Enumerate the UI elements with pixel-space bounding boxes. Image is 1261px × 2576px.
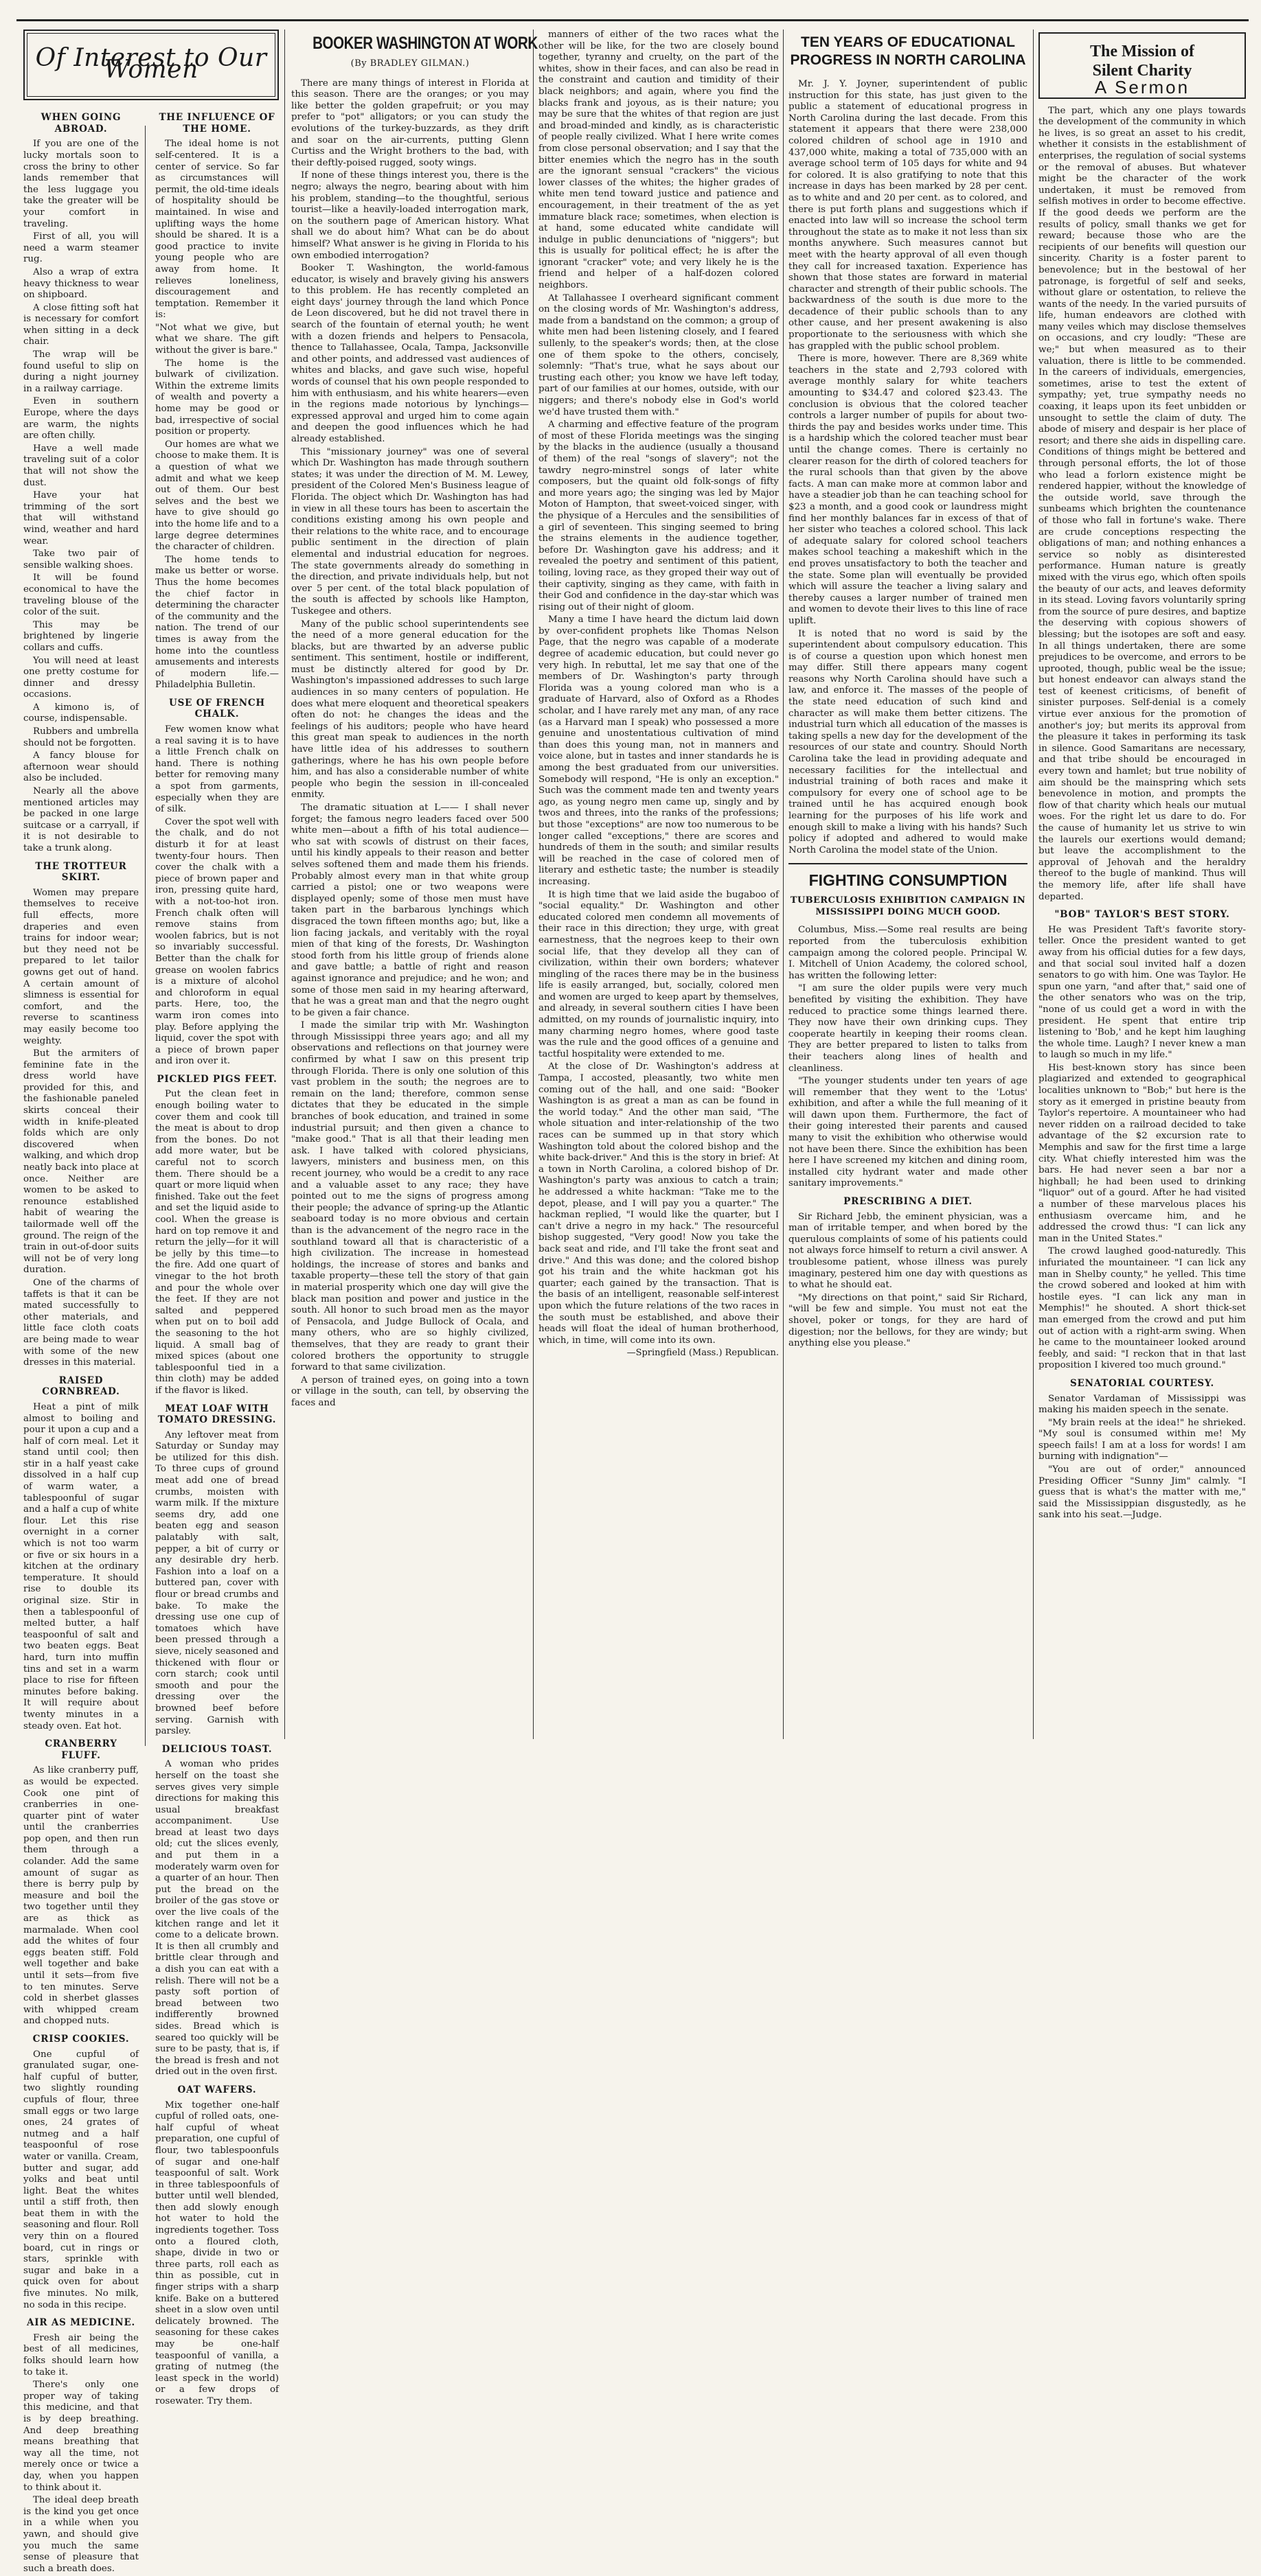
mission-header-box (1038, 32, 1246, 99)
section-title: DELICIOUS TOAST. (161, 1743, 273, 1755)
paragraph: Have a well made traveling suit of a color that will not show the dust. (23, 443, 139, 488)
paragraph: If you are one of the lucky mortals soon to cross the briny to other lands remember that the less luggage you take the greater will be your comfort in traveling. (23, 139, 139, 229)
column-booker-continued (538, 30, 779, 1739)
paragraph: Mix together one-half cupful of rolled oats, one-half cupful of wheat preparation, one cupful of flour, two tablespoonfuls of sugar and one-half teaspoonful of salt. Work in three tablespoonfuls of butter until well blended, then add slowly enough hot water to hold the ingredients together. Toss onto a floured cloth, shape, divide in two or three parts, roll each as thin as possible, cut in finger strips with a sharp knife. Bake on a buttered sheet in a slow oven until delicately browned. The seasoning for these cakes may be one-half teaspoonful of vanilla, a grating of nutmeg (the least speck in the world) or a few drops of rosewater. Try them. (155, 2100, 279, 2406)
section-title: CRANBERRY FLUFF. (45, 1738, 117, 1761)
paragraph: Sir Richard Jebb, the eminent physician, was a man of irritable temper, and when bored by the querulous complaints of some of his patients could not always force himself to return a civil answer. A troublesome patient, whose illness was purely imaginary, pestered him one day with questions as to what he should eat. (788, 1211, 1027, 1291)
section-title: RAISED CORNBREAD. (42, 1375, 120, 1398)
section-title: THE INFLUENCE OF THE HOME. (159, 112, 275, 135)
paragraph: This may be brightened by lingerie collars and cuffs. (23, 619, 139, 653)
article-title: TEN YEARS OF EDUCATIONAL PROGRESS IN NORTH CAROLINA (790, 34, 1026, 68)
section-title: PRESCRIBING A DIET. (843, 1196, 973, 1208)
paragraph: Booker T. Washington, the world-famous educator, is wisely and bravely giving his answers to this problem. He has recently completed an eight days' journey through the land which Ponce de Leon discovered, but he did not travel there in search of the fountain of eternal youth; he went with a dozen friends and helpers to Pensacola, thence to Tallahassee, Ocala, Tampa, Jacksonville and other points, and addressed vast audiences of whites and blacks, and gave such wise, hopeful words of counsel that his own people responded to him with enthusiasm, and his white hearers—even in the regions made notorious by lynchings—expressed approval and urged him to come again and deepen the good influences which he had already established. (291, 263, 529, 444)
paragraph: Our homes are what we choose to make them. It is a question of what we admit and what we keep out of them. Our best selves and the best we have to give should go into the home life and to a large degree determines the character of children. (155, 439, 279, 553)
paragraph: It is noted that no word is said by the superintendent about compulsory education. This is of course a question upon which honest men may differ. Still there appears many cogent reasons why North Carolina should have such a law, and enforce it. The masses of the people of the state need education of such kind and character as will make them better citizens. The industrial turn which all education of the masses is taking spells a new day for the development of the resources of our state and country. Should North Carolina take the lead in providing adequate and necessary facilities for the intellectual and industrial training of both races and make it compulsory for every one of school age to be trained until he has acquired enough book learning for the purposes of his life work and enough skill to make a living with his hands? Such policy if adopted and adhered to would make North Carolina the model state of the Union. (788, 628, 1027, 855)
section-title: PICKLED PIGS FEET. (157, 1073, 277, 1085)
paragraph: This "missionary journey" was one of several which Dr. Washington has made through southern states; it was under the direction of M. M. Lewey, president of the Colored Men's Business league of Florida. The object which Dr. Washington has had in view in all these tours has been to ascertain the conditions existing among his own people and their relations to the white race, and to encourage public sentiment in the direction of plain elemental and industrial education for negroes. The state governments already do something in the direction, and private individuals help, but not over 5 per cent. of the total black population of the south is affected by schools like Hampton, Tuskegee and others. (291, 446, 529, 617)
paragraph: A charming and effective feature of the program of most of these Florida meetings was the singing by the blacks in the audience (usually a thousand of them) of the real "songs of slavery"; not the tawdry negro-minstrel songs of later white composers, but the quaint old folk-songs of fifty and more years ago; the singing was led by Major Moton of Hampton, that sweet-voiced singer, with the physique of a Hercules and the sensibilities of a girl of seventeen. This singing seemed to bring the strains elements in the audience together, before Dr. Washington gave his address; and it revealed the poetry and sentiment of this patient, toiling, loving race, as they groped their way out of their captivity, singing as they came, with faith in their God and confidence in the day-star which was rising out of their night of gloom. (538, 419, 779, 612)
paragraph: There's only one proper way of taking this medicine, and that is by deep breathing. And deep breathing means breathing that way all the time, not merely once or twice a day, when you happen to think about it. (23, 2380, 139, 2493)
paragraph: At Tallahassee I overheard significant comment on the closing words of Mr. Washington's address, made from a bandstand on the common; a group of white men had been listening closely, and I feared sullenly, to the speaker's words; then, at the close one of them spoke to the others, concisely, solemnly: "That's true, what he says about our trusting each other; you know we have left today, part of our families at our homes, outside, with our niggers; and there's nobody else in God's world we'd have trusted them with." (538, 292, 779, 417)
article-subtitle: TUBERCULOSIS EXHIBITION CAMPAIGN IN MISSISSIPPI DOING MUCH GOOD. (790, 895, 1026, 918)
section-title: MEAT LOAF WITH TOMATO DRESSING. (157, 1403, 277, 1426)
mission-subtitle: A Sermon (1094, 77, 1190, 97)
section-title: OAT WAFERS. (177, 2084, 257, 2095)
column-rule (1033, 30, 1034, 1739)
inner-column-rule (145, 126, 146, 1746)
women-subcol-right (155, 106, 279, 2576)
paragraph: If none of these things interest you, there is the negro; always the negro, bearing about with him his problem, standing—to the thoughtful, serious tourist—like a heavily-loaded interrogation mark, on the southern page of American history. What shall we do about him? What can be do about himself? What answer is he giving in Florida to his own embodied interrogation? (291, 170, 529, 261)
section-title: USE OF FRENCH CHALK. (169, 697, 265, 720)
paragraph: A kimono is, of course, indispensable. (23, 702, 139, 724)
paragraph: It will be found economical to have the traveling blouse of the color of the suit. (23, 573, 139, 618)
paragraph: Put the clean feet in enough boiling water to cover them and cook till the meat is about to drop from the bones. Do not add more water, but be careful not to scorch them. There should be a quart or more liquid when finished. Take out the feet and set the liquid aside to cool. When the grease is hard on top remove it and return the jelly—for it will be jelly by this time—to the fire. Add one quart of vinegar to the hot broth and pour the whole over the feet. If they are not salted and peppered when put on to boil add the seasoning to the hot liquid. A small bag of mixed spices (about one tablespoonful tied in a thin cloth) may be added if the flavor is liked. (155, 1089, 279, 1396)
column-north-carolina (788, 30, 1027, 1739)
newspaper-page (16, 19, 1249, 2574)
women-header-title: Of Interest to Our Women (27, 33, 275, 97)
women-subcol-left (23, 106, 139, 2576)
paragraph: Rubbers and umbrella should not be forgotten. (23, 726, 139, 748)
column-rule (284, 30, 285, 1739)
paragraph: Any leftover meat from Saturday or Sunday may be utilized for this dish. To three cups of ground meat add one of bread crumbs, moisten with warm milk. If the mixture seems dry, add one beaten egg and season palatably with salt, pepper, a bit of curry or any desirable dry herb. Fashion into a loaf on a buttered pan, cover with flour or bread crumbs and bake. To make the dressing use one cup of tomatoes which have been pressed through a sieve, nicely seasoned and thickened with flour or corn starch; cook until smooth and pour the dressing over the browned beef before serving. Garnish with parsley. (155, 1429, 279, 1737)
paragraph: But the armiters of feminine fate in the dress world have provided for this, and the fashionable paneled skirts conceal their width in knife-pleated folds which are only discovered when walking, and which drop neatly back into place at once. Neither are women to be asked to renounce established habit of wearing the tailormade well off the ground. The reign of the train in out-of-door suits will not be of very long duration. (23, 1048, 139, 1276)
paragraph: "My directions on that point," said Sir Richard, "will be few and simple. You must not eat the shovel, poker or tongs, for they are hard of digestion; nor the bellows, for they are windy; but anything else you please." (788, 1292, 1027, 1349)
section-title: SENATORIAL COURTESY. (1069, 1377, 1215, 1389)
paragraph: Heat a pint of milk almost to boiling and pour it upon a cup and a half of corn meal. Let it stand until cool; then stir in a half yeast cake dissolved in a half cup of warm water, a tablespoonful of sugar and a half a cup of white flour. Let this rise overnight in a corner which is not too warm or five or six hours in a kitchen at the ordinary temperature. It should rise to double its original size. Stir in then a tablespoonful of melted butter, a half teaspoonful of salt and two beaten eggs. Beat hard, turn into muffin tins and set in a warm place to rise for fifteen minutes before baking. It will require about twenty minutes in a steady oven. Eat hot. (23, 1401, 139, 1732)
paragraph: Many of the public school superintendents see the need of a more general education for the blacks, but are thwarted by an adverse public sentiment. This sentiment, hostile or indifferent, must be distinctly altered for good by Dr. Washington's impassioned addresses to such large audiences in so many centers of population. He does what mere eloquent and theoretical speakers often do not: he changes the ideas and the feelings of his auditors; people who have heard this great man speak to audiences in the north have little idea of his addresses to southern gatherings, where he has his own people before him, and has also a considerable number of white people who begin the session in ill-concealed enmity. (291, 619, 529, 801)
paragraph: The wrap will be found useful to slip on during a night journey in a railway carriage. (23, 349, 139, 394)
paragraph: He was President Taft's favorite story-teller. Once the president wanted to get away from his official duties for a few days, and that social soul invited half a dozen senators to go with him. One was Taylor. He spun one yarn, "and after that," said one of the other senators who was on the trip, "none of us could get a word in with the president. He spent that entire trip listening to 'Bob,' and he kept him laughing the whole time. Laugh? I never knew a man to laugh so much in my life." (1038, 924, 1246, 1061)
paragraph: First of all, you will need a warm steamer rug. (23, 231, 139, 265)
paragraph: Cover the spot well with the chalk, and do not disturb it for at least twenty-four hours. Then cover the chalk with a piece of brown paper and iron, pressing quite hard, with a not-too-hot iron. French chalk often will remove stains from woolen fabrics, but is not so invariably successful. Better than the chalk for grease on woolen fabrics is a mixture of alcohol and chloroform in equal parts. Here, too, the warm iron comes into play. Before applying the liquid, cover the spot with a piece of brown paper and iron over it. (155, 816, 279, 1067)
column-booker-washington (291, 30, 538, 1739)
paragraph: Few women know what a real saving it is to have a little French chalk on hand. There is nothing better for removing many a spot from garments, especially when they are of silk. (155, 724, 279, 815)
paragraph: The dramatic situation at L—— I shall never forget; the famous negro leaders faced over 500 white men—about a fifth of his total audience—who sat with scowls of distrust on their faces, until his kindly appeals to their reason and better selves softened them and made them his friends. Probably almost every man in that white group carried a pistol; one or two weapons were displayed openly; some of those men must have taken part in the barbarous lynchings which disgraced the town fifteen months ago; but, like a lion facing jackals, and veritably with the royal mien of that king of the forests, Dr. Washington stood forth from his little group of friends alone and gave battle; a battle of right and reason against ignorance and prejudice; and he won; and some of those men said in my hearing afterward, that he was a great man and that the negro ought to be given a fair chance. (291, 803, 529, 1018)
paragraph: Nearly all the above mentioned articles may be packed in one large suitcase or a carryall, if it is not desirable to take a trunk along. (23, 786, 139, 853)
column-rule (783, 30, 784, 1739)
paragraph: It is high time that we laid aside the bugaboo of "social equality." Dr. Washington and other educated colored men condemn all movements of their race in this direction; they urge, with great earnestness, that the negroes keep to their own social life, that they develop all they can of civilization, within their own borders; whatever mingling of the races there may be in the business life is easily arranged, but, socially, colored men and women are urged to keep apart by themselves, and already, in several southern cities I have been admitted, on my rounds of journalistic inquiry, into many charming negro homes, where good taste was the rule and the good offices of a genuine and tactful hospitality were extended to me. (538, 889, 779, 1059)
article-credit: —Springfield (Mass.) Republican. (626, 1348, 779, 1359)
paragraph: Also a wrap of extra heavy thickness to wear on shipboard. (23, 266, 139, 301)
byline: (By BRADLEY GILMAN.) (350, 58, 470, 69)
paragraph: The part, which any one plays towards the development of the community in which he lives, is so great an asset to his credit, whether it consists in the establishment of enterprises, the regulation of social systems or the removal of abuses. But whatever might be the character of the work undertaken, it must be removed from selfish motives in order to become effective. If the good deeds we perform are the results of policy, small thanks we get for reward; because those who are the recipients of our benefits will question our sincerity. Charity is a foster parent to benevolence; but in the bestowal of her patronage, is forgetful of self and seeks, without glare or ostentation, to relieve the wants of the needy. In the varied pursuits of life, human endeavors are clothed with many veiles which may disclose themselves on occasions, and cry loudly: "These are we;" but when measured as to their valuation, there is little to be commended. In the careers of individuals, emergencies, sometimes, arise to test the extent of sympathy; yet, true sympathy needs no coaxing, it leaps upon its feet unbidden or unsought to settle the claim of duty. The abode of misery and despair is her place of resort; and there she aids in dispelling care. Conditions of things might be bettered and through personal efforts, the lot of those who lead a forlorn existence might be rendered happier, without the knowledge of the outside world, save through the sunbeams which brighten the countenance of those who fall in fortune's wake. There are crude conceptions respecting the obligations of man; and nothing enhances a service so nobly as disinterested performance. Human nature is greatly mixed with the virus ego, which often spoils the beauty of our acts, and leaves deformity in its stead. Loving favors voluntarily spring from the source of pure desires, and baptize the deserving with copious showers of blessing; but the isotopes are soft and easy. In all things undertaken, there are some prejudices to be overcome, and errors to be uprooted, though, public weal be the issue; but honest endeavor can always stand the test of keenest criticisms, of benefit of sinister purposes. Self-denial is a comely virtue ever anxious for the promotion of another's joy; but merits its approval from the pleasure it takes in performing its task in silence. Good Samaritans are necessary, and that tribe should be encouraged in every town and hamlet; but true nobility of aim should be the mainspring which sets benevolence in motion, and prompts the flow of that charity which heals our mutual woes. For the right let us dare to do. For the cause of humanity let us strive to win the laurels our exertions would demand; but leave the accomplishment to the approval of Jehovah and the heraldry thereof to the bugle of mankind. Thus will the memory life, after life shall have departed. (1038, 105, 1246, 902)
women-header-box (23, 30, 279, 100)
paragraph: Columbus, Miss.—Some real results are being reported from the tuberculosis exhibition campaign among the colored people. Principal W. I. Mitchell of Union Academy, the colored school, has written the following letter: (788, 925, 1027, 981)
paragraph: The home is the bulwark of civilization. Within the extreme limits of wealth and poverty a home may be good or bad, irrespective of social position or property. (155, 358, 279, 437)
paragraph: "My brain reels at the idea!" he shrieked. "My soul is consumed within me! My speech fails! I am at a loss for words! I am burning with indignation"— (1038, 1417, 1246, 1462)
paragraph: The crowd laughed good-naturedly. This infuriated the mountaineer. "I can lick any man in Shelby county," he yelled. This time the crowd sobered and looked at him with hostile eyes. "I can lick any man in Memphis!" he shouted. A short thick-set man emerged from the crowd and put him out of action with a right-arm swing. When he came to the mountaineer looked around feebly, and said: "I reckon that in that last proposition I kivered too much ground." (1038, 1246, 1246, 1371)
paragraph: Even in southern Europe, where the days are warm, the nights are often chilly. (23, 396, 139, 441)
paragraph: A close fitting soft hat is necessary for comfort when sitting in a deck chair. (23, 302, 139, 347)
paragraph: One of the charms of taffets is that it can be mated successfully to other materials, and little face cloth coats are being made to wear with some of the new dresses in this material. (23, 1277, 139, 1368)
paragraph: The home tends to make us better or worse. Thus the home becomes the chief factor in determining the character of the community and the nation. The trend of our times is away from the home into the countless amusements and interests of modern life.—Philadelphia Bulletin. (155, 554, 279, 691)
divider (788, 863, 1027, 864)
paragraph: "You are out of order," announced Presiding Officer "Sunny Jim" calmly. "I guess that is what's the matter with me," said the Mississippian disgustedly, as he sank into his seat.—Judge. (1038, 1464, 1246, 1521)
section-title: THE TROTTEUR SKIRT. (35, 860, 127, 884)
paragraph: "The younger students under ten years of age will remember that they went to the 'Lotus' exhibition, and after a while the full meaning of it will dawn upon them. Furthermore, the fact of their going interested their parents and caused many to visit the exhibition who otherwise would not have been there. Since the exhibition has been here I have screened my kitchen and dining room, installed city hydrant water and made other sanitary improvements." (788, 1076, 1027, 1189)
column-rule (533, 30, 534, 1739)
mission-title-line1: The Mission of (1089, 43, 1194, 60)
column-silent-charity (1038, 30, 1246, 1739)
section-title: CRISP COOKIES. (32, 2033, 130, 2045)
section-title: "BOB" TAYLOR'S BEST STORY. (1054, 909, 1230, 921)
paragraph: There are many things of interest in Florida at this season. There are the oranges; or you may like better the golden grapefruit; or you may prefer to "pot" alligators; or you can study the evolutions of the turkey-buzzards, as they drift and soar on the air-currents, putting Glenn Curtiss and the Wright brothers to the bad, with their deftly-poised rugged, sooty wings. (291, 78, 529, 168)
paragraph: "I am sure the older pupils were very much benefited by visiting the exhibition. They have reduced to practice some things learned there. They now have their own drinking cups. They cooperate heartily in keeping their rooms clean. They are better prepared to listen to talks from their teachers along lines of health and cleanliness. (788, 983, 1027, 1074)
mission-title-line2: Silent Charity (1092, 62, 1192, 80)
section-title: AIR AS MEDICINE. (26, 2317, 136, 2329)
paragraph: A person of trained eyes, on going into a town or village in the south, can tell, by observing the faces and (291, 1375, 529, 1408)
paragraph: You will need at least one pretty costume for dinner and dressy occasions. (23, 655, 139, 700)
paragraph: Have your hat trimming of the sort that will withstand wind, weather and hard wear. (23, 490, 139, 547)
paragraph: I made the similar trip with Mr. Washington through Mississippi three years ago; and all my observations and reflections on that journey were confirmed by what I saw on this present trip through Florida. There is only one solution of this vast problem in the south; the negroes are to remain on the land; therefore, common sense dictates that they be educated in the simple branches of book education, and trained in some industrial pursuit; and then given a chance to "make good." That is all that their leading men ask. I have talked with colored physicians, lawyers, ministers and business men, on this recent journey, who would be a credit to any race and a valuable asset to any race; they have pointed out to me the signs of progress among their people; the advance of spring-up the Atlantic seaboard today is no more obvious and certain than is the advancement of the negro race in the southland toward all that is characteristic of a high civilization. The increase in homestead holdings, the increase of stores and banks and taxable property—these tell the story of that gain in material prosperity which one day will give the black man position and power and justice in the south. All honor to such broad men as the mayor of Pensacola, and Judge Bullock of Ocala, and many others, who are so highly civilized, themselves, that they are ready to grant their colored brothers the opportunity to struggle forward to that same civilization. (291, 1020, 529, 1373)
paragraph: manners of either of the two races what the other will be like, for the two are closely bound together, tyranny and cruelty, on the part of the whites, show in their faces, and can also be read in the constraint and caution and timidity of their black neighbors; and again, where you find the blacks frank and joyous, as is their nature; you may be sure that the whites of that region are just and broad-minded and kindly, as is characteristic of people really civilized. What I here write comes from close personal observation; and I say that the bitter enemies which the negro has in the south are the ignorant sensual "crackers" the vicious lower classes of the whites; the higher grades of white men tend toward justice and patience and encouragement, in their treatment of the as yet immature black race; sometimes, when election is at hand, some educated white candidate will indulge in public denunciations of "niggers"; but this is usually for political effect; he is after the ignorant "cracker" vote; and very likely he is the friend and helper of a half-dozen colored neighbors. (538, 30, 779, 291)
paragraph: At the close of Dr. Washington's address at Tampa, I accosted, pleasantly, two white men coming out of the hall, and one said: "Booker Washington is as great a man as can be found in the world today." And the other man said, "The whole situation and inter-relationship of the two races can be summed up in that story which Washington told about the colored bishop and the white back-driver." And this is the story in brief: At a town in North Carolina, a colored bishop of Dr. Washington's party was anxious to catch a train; he addressed a white hackman: "Take me to the depot, please, and I will pay you a quarter." The hackman replied, "I would like the quarter, but I can't drive a negro in my hack." The resourceful bishop suggested, "Very good! Now you take the back seat and ride, and I'll take the front seat and drive." And this was done; and the colored bishop got his train and the white hackman got his quarter; each gained by the transaction. That is the basis of an intelligent, reasonable self-interest upon which the future relations of the two races in the south must be established, and above their heads will float the ideal of human brotherhood, which, in time, will come into its own. (538, 1061, 779, 1346)
column-women (23, 30, 279, 2574)
article-title: FIGHTING CONSUMPTION (808, 871, 1008, 890)
section-title: WHEN GOING ABROAD. (41, 112, 122, 135)
paragraph: A woman who prides herself on the toast she serves gives very simple directions for making this usual breakfast accompaniment. Use bread at least two days old; cut the slices evenly, and put them in a moderately warm oven for a quarter of an hour. Then put the bread on the broiler of the gas stove or over the live coals of the kitchen range and let it come to a delicate brown. It is then all crumbly and brittle clear through and a dish you can eat with a relish. There will not be a pasty soft portion of bread between two indifferently browned sides. Bread which is seared too quickly will be sure to be pasty, that is, if the bread is fresh and not dried out in the oven first. (155, 1759, 279, 2078)
paragraph: The ideal deep breath is the kind you get once in a while when you yawn, and should give you much the same sense of pleasure that such a breath does. (23, 2495, 139, 2574)
paragraph: Fresh air being the best of all medicines, folks should learn how to take it. (23, 2332, 139, 2378)
paragraph: Many a time I have heard the dictum laid down by over-confident prophets like Thomas Nelson Page, that the negro was capable of a moderate degree of academic education, but could never go very high. In rebuttal, let me say that one of the members of Dr. Washington's party through Florida was a young colored man who is a graduate of Harvard, also of Oxford as a Rhodes scholar, and I have rarely met any man, of any race (as a Harvard man I speak) who possessed a more genuine and unostentatious cultivation of mind than does this young man, not in manners and voice alone, but in tastes and inner standards he is among the best graduated from our universities. Somebody will respond, "He is only an exception." Such was the comment made ten and twenty years ago, as young negro men came up, singly and by twos and threes, into the ranks of the professions; but those "exceptions" are now too numerous to be longer called "exceptions," there are scores and hundreds of them in the south; and similar results will be reached in the case of colored men of literary and esthetic taste; the number is steadily increasing. (538, 614, 779, 887)
paragraph: Senator Vardaman of Mississippi was making his maiden speech in the senate. (1038, 1393, 1246, 1416)
article-title: BOOKER WASHINGTON AT WORK (313, 34, 538, 53)
quote: "Not what we give, but what we share. The gift without the giver is bare." (155, 322, 279, 356)
paragraph: The ideal home is not self-centered. It is a center of service. So far as circumstances will permit, the old-time ideals of hospitality should be maintained. In wise and uplifting ways the home should be shared. It is a good practice to invite young people who are away from home. It relieves loneliness, discouragement and temptation. Remember it is: (155, 139, 279, 321)
paragraph: As like cranberry puff, as would be expected. Cook one pint of cranberries in one-quarter pint of water until the cranberries pop open, and then run them through a colander. Add the same amount of sugar as there is berry pulp by measure and boil the two together until they are as thick as marmalade. When cool add the whites of four eggs beaten stiff. Fold well together and bake until it sets—from five to ten minutes. Serve cold in sherbet glasses with whipped cream and chopped nuts. (23, 1765, 139, 2027)
paragraph: One cupful of granulated sugar, one-half cupful of butter, two slightly rounding cupfuls of flour, three small eggs or two large ones, 24 grates of nutmeg and a half teaspoonful of rose water or vanilla. Cream, butter and sugar, add yolks and beat until light. Beat the whites until a stiff froth, then beat them in with the seasoning and flour. Roll very thin on a floured board, cut in rings or stars, sprinkle with sugar and bake in a quick oven for about five minutes. No milk, no soda in this recipe. (23, 2049, 139, 2310)
paragraph: Mr. J. Y. Joyner, superintendent of public instruction for this state, has just given to the public a statement of educational progress in North Carolina during the last decade. From this statement it appears that there were 238,000 colored children of school age in 1910 and 437,000 white, making a total of 735,000 with an average school term of 105 days for white and 94 for colored. It is also gratifying to note that this increase in days has been marked by 28 per cent. as to white and and 20 per cent. as to colored, and there is put forth plans and suggestions which if enacted into law will so increase the school term throughout the state as to make it not less than six months anywhere. Such measures cannot but meet with the hearty approval of all even though they call for increased taxation. Experience has shown that those states are forward in material character and strength of their public schools. The backwardness of the south is due more to the decadence of their public schools than to any other cause, and her present awakening is also proportionate to the seriousness with which she has grappled with the public school problem. (788, 79, 1027, 352)
paragraph: There is more, however. There are 8,369 white teachers in the state and 2,793 colored with average monthly salary for white teachers amounting to $34.47 and colored $23.43. The conclusion is obvious that the colored teacher controls a larger number of pupils for about two-thirds the pay and besides works under time. This is a hardship which the colored teacher must bear until the change comes. There is certainly no clearer reason for the dirth of colored teachers for the rural schools than that given by the above facts. A man can make more at common labor and have a steadier job than he can teaching school for $23 a month, and a good cook or laundress might find her monthly balances far in excess of that of her sister who teaches a colored school. This lack of adequate salary for colored school teachers makes school teaching a makeshift which in the end proves unsatisfactory to both the teacher and the state. Some plan will eventually be provided which will assure the teacher a living salary and thereby causes a larger number of trained men and women to devote their lives to this line of race uplift. (788, 354, 1027, 626)
paragraph: Take two pair of sensible walking shoes. (23, 549, 139, 571)
paragraph: His best-known story has since been plagiarized and extended to geographical localities unknown to "Bob;" but here is the story as it emerged in pristine beauty from Taylor's repertoire. A mountaineer who had never ridden on a railroad decided to take advantage of the $2 excursion rate to Memphis and saw for the first time a large city. What chiefly interested him was the bars. He had never seen a bar nor a highball; he had been used to drinking "liquor" out of a gourd. After he had visited a number of these marvelous places his enthusiasm overcame him, and he addressed the crowd thus: "I can lick any man in the United States." (1038, 1062, 1246, 1244)
paragraph: A fancy blouse for afternoon wear should also be included. (23, 750, 139, 784)
paragraph: Women may prepare themselves to receive full effects, more draperies and even trains for indoor wear; but they need not be prepared to let tailor gowns get out of hand. A certain amount of slimness is essential for comfort, and the reverse to scantiness may easily become too weighty. (23, 887, 139, 1046)
